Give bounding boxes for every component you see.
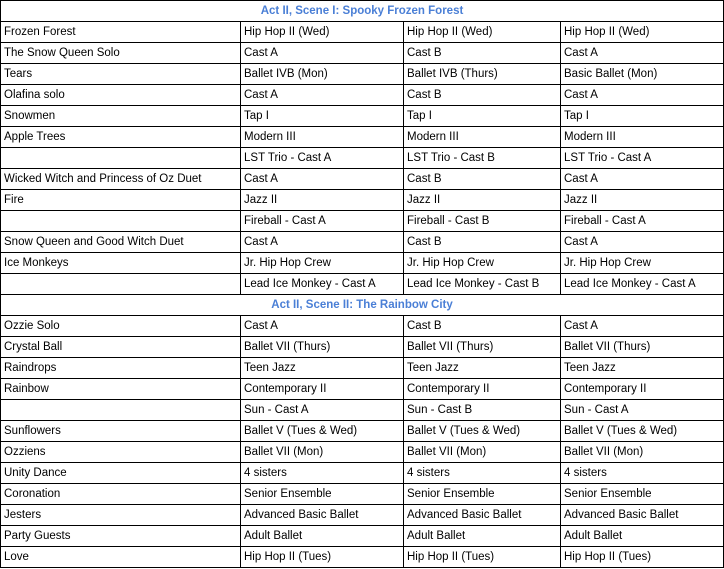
dance-name-cell: Ice Monkeys [1, 253, 241, 274]
cast-column-1-cell: Ballet V (Tues & Wed) [241, 421, 404, 442]
cast-column-3-cell: Cast A [561, 43, 724, 64]
dance-name-cell: Coronation [1, 484, 241, 505]
cast-column-3-cell: Contemporary II [561, 379, 724, 400]
cast-column-1-cell: Adult Ballet [241, 526, 404, 547]
table-row [1, 337, 724, 358]
cast-column-2-cell: Tap I [404, 106, 561, 127]
cast-column-1-cell: Ballet VII (Thurs) [241, 337, 404, 358]
cast-column-3-cell: Lead Ice Monkey - Cast A [561, 274, 724, 295]
table-row [1, 106, 724, 127]
table-row [1, 211, 724, 232]
cast-column-1-cell: Fireball - Cast A [241, 211, 404, 232]
dance-name-cell [1, 274, 241, 295]
table-row [1, 316, 724, 337]
cast-column-3-cell: Advanced Basic Ballet [561, 505, 724, 526]
cast-column-3-cell: 4 sisters [561, 463, 724, 484]
table-row [1, 484, 724, 505]
cast-column-3-cell: Modern III [561, 127, 724, 148]
cast-column-1-cell: Ballet IVB (Mon) [241, 64, 404, 85]
cast-column-2-cell: Jr. Hip Hop Crew [404, 253, 561, 274]
dance-name-cell: Apple Trees [1, 127, 241, 148]
dance-name-cell: Jesters [1, 505, 241, 526]
table-row [1, 232, 724, 253]
table-row [1, 190, 724, 211]
cast-column-1-cell: Hip Hop II (Wed) [241, 22, 404, 43]
table-row [1, 148, 724, 169]
cast-column-2-cell: Teen Jazz [404, 358, 561, 379]
cast-column-3-cell: Jr. Hip Hop Crew [561, 253, 724, 274]
dance-name-cell: Love [1, 547, 241, 568]
section-header-row [1, 1, 724, 22]
cast-column-1-cell: Jazz II [241, 190, 404, 211]
cast-column-2-cell: Cast B [404, 169, 561, 190]
table-row [1, 547, 724, 568]
cast-column-3-cell: Sun - Cast A [561, 400, 724, 421]
cast-column-3-cell: Fireball - Cast A [561, 211, 724, 232]
cast-column-1-cell: Contemporary II [241, 379, 404, 400]
dance-name-cell: Ozzie Solo [1, 316, 241, 337]
cast-column-1-cell: Modern III [241, 127, 404, 148]
table-row [1, 358, 724, 379]
table-row [1, 85, 724, 106]
cast-column-2-cell: Senior Ensemble [404, 484, 561, 505]
cast-column-2-cell: Cast B [404, 232, 561, 253]
cast-column-1-cell: Hip Hop II (Tues) [241, 547, 404, 568]
cast-column-2-cell: Adult Ballet [404, 526, 561, 547]
cast-column-2-cell: Ballet IVB (Thurs) [404, 64, 561, 85]
section-title: Act II, Scene I: Spooky Frozen Forest [1, 1, 724, 22]
dance-name-cell: Fire [1, 190, 241, 211]
cast-column-2-cell: Cast B [404, 43, 561, 64]
cast-column-2-cell: Modern III [404, 127, 561, 148]
dance-name-cell: Unity Dance [1, 463, 241, 484]
cast-column-1-cell: Cast A [241, 43, 404, 64]
cast-column-2-cell: Ballet VII (Thurs) [404, 337, 561, 358]
cast-column-2-cell: Ballet VII (Mon) [404, 442, 561, 463]
cast-column-1-cell: Senior Ensemble [241, 484, 404, 505]
dance-name-cell: Rainbow [1, 379, 241, 400]
dance-name-cell: Crystal Ball [1, 337, 241, 358]
table-row [1, 169, 724, 190]
cast-column-2-cell: Cast B [404, 85, 561, 106]
dance-name-cell: Party Guests [1, 526, 241, 547]
cast-column-3-cell: Cast A [561, 85, 724, 106]
cast-column-3-cell: Cast A [561, 169, 724, 190]
cast-column-3-cell: Adult Ballet [561, 526, 724, 547]
dance-name-cell: Raindrops [1, 358, 241, 379]
dance-name-cell: Olafina solo [1, 85, 241, 106]
cast-column-1-cell: Cast A [241, 169, 404, 190]
cast-column-3-cell: Senior Ensemble [561, 484, 724, 505]
cast-column-3-cell: Hip Hop II (Wed) [561, 22, 724, 43]
cast-column-1-cell: LST Trio - Cast A [241, 148, 404, 169]
cast-column-1-cell: Cast A [241, 232, 404, 253]
cast-column-2-cell: LST Trio - Cast B [404, 148, 561, 169]
cast-column-3-cell: LST Trio - Cast A [561, 148, 724, 169]
table-row [1, 505, 724, 526]
cast-column-2-cell: Contemporary II [404, 379, 561, 400]
dance-name-cell [1, 400, 241, 421]
dance-name-cell: Ozziens [1, 442, 241, 463]
cast-column-3-cell: Ballet V (Tues & Wed) [561, 421, 724, 442]
table-row [1, 400, 724, 421]
dance-name-cell: Frozen Forest [1, 22, 241, 43]
cast-column-3-cell: Ballet VII (Thurs) [561, 337, 724, 358]
table-row [1, 379, 724, 400]
dance-name-cell: The Snow Queen Solo [1, 43, 241, 64]
cast-column-2-cell: Ballet V (Tues & Wed) [404, 421, 561, 442]
cast-column-3-cell: Cast A [561, 316, 724, 337]
table-row [1, 22, 724, 43]
table-row [1, 442, 724, 463]
cast-column-1-cell: Advanced Basic Ballet [241, 505, 404, 526]
dance-name-cell: Tears [1, 64, 241, 85]
cast-column-3-cell: Ballet VII (Mon) [561, 442, 724, 463]
cast-column-1-cell: Jr. Hip Hop Crew [241, 253, 404, 274]
table-row [1, 43, 724, 64]
table-row [1, 463, 724, 484]
section-header-row [1, 295, 724, 316]
cast-column-1-cell: Tap I [241, 106, 404, 127]
cast-column-1-cell: Cast A [241, 85, 404, 106]
table-row [1, 526, 724, 547]
table-row [1, 127, 724, 148]
table-row [1, 421, 724, 442]
cast-column-1-cell: Ballet VII (Mon) [241, 442, 404, 463]
cast-column-3-cell: Cast A [561, 232, 724, 253]
cast-column-3-cell: Basic Ballet (Mon) [561, 64, 724, 85]
section-title: Act II, Scene II: The Rainbow City [1, 295, 724, 316]
cast-column-3-cell: Jazz II [561, 190, 724, 211]
cast-column-2-cell: Hip Hop II (Wed) [404, 22, 561, 43]
cast-column-2-cell: 4 sisters [404, 463, 561, 484]
dance-name-cell: Snow Queen and Good Witch Duet [1, 232, 241, 253]
table-row [1, 64, 724, 85]
cast-column-2-cell: Fireball - Cast B [404, 211, 561, 232]
cast-column-1-cell: Teen Jazz [241, 358, 404, 379]
cast-column-2-cell: Sun - Cast B [404, 400, 561, 421]
dance-name-cell: Wicked Witch and Princess of Oz Duet [1, 169, 241, 190]
dance-name-cell [1, 211, 241, 232]
dance-name-cell: Sunflowers [1, 421, 241, 442]
cast-column-2-cell: Hip Hop II (Tues) [404, 547, 561, 568]
cast-column-3-cell: Teen Jazz [561, 358, 724, 379]
cast-column-1-cell: Lead Ice Monkey - Cast A [241, 274, 404, 295]
dance-name-cell: Snowmen [1, 106, 241, 127]
cast-column-2-cell: Advanced Basic Ballet [404, 505, 561, 526]
cast-column-3-cell: Hip Hop II (Tues) [561, 547, 724, 568]
casting-table-body [1, 1, 724, 568]
cast-column-3-cell: Tap I [561, 106, 724, 127]
dance-name-cell [1, 148, 241, 169]
table-row [1, 274, 724, 295]
table-row [1, 253, 724, 274]
cast-column-2-cell: Lead Ice Monkey - Cast B [404, 274, 561, 295]
cast-column-1-cell: Sun - Cast A [241, 400, 404, 421]
cast-column-2-cell: Jazz II [404, 190, 561, 211]
cast-column-2-cell: Cast B [404, 316, 561, 337]
cast-column-1-cell: 4 sisters [241, 463, 404, 484]
cast-column-1-cell: Cast A [241, 316, 404, 337]
